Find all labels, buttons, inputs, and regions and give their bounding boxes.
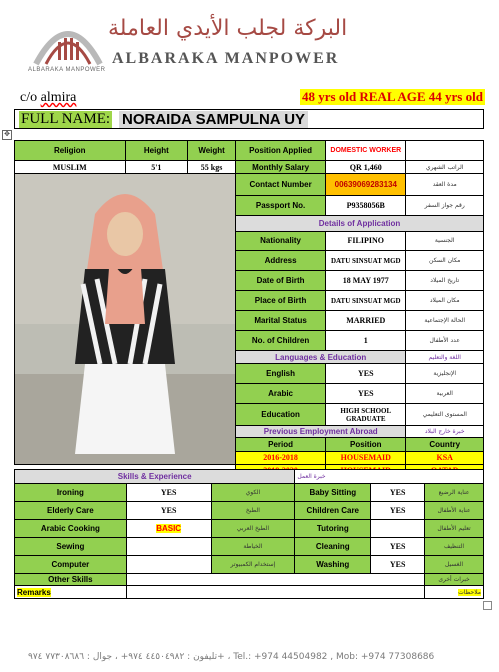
care-of-prefix: c/o bbox=[20, 90, 41, 105]
skill-sewing-ar: الخياطة bbox=[211, 538, 295, 556]
skill-babysitting-ar: عناية الرضيع bbox=[425, 484, 484, 502]
skill-tutoring-label: Tutoring bbox=[295, 520, 371, 538]
dob-label: Date of Birth bbox=[236, 271, 326, 291]
nationality-label: Nationality bbox=[236, 231, 326, 251]
skill-ironing-value: YES bbox=[126, 484, 211, 502]
care-of-line bbox=[20, 90, 76, 106]
skill-tutoring-ar: تعليم الأطفال bbox=[425, 520, 484, 538]
dob-ar: تاريخ الميلاد bbox=[406, 271, 484, 291]
skill-arabic-cooking-value: BASIC bbox=[126, 520, 211, 538]
english-ar: الإنجليزية bbox=[406, 364, 484, 384]
skill-washing-ar: الغسيل bbox=[425, 556, 484, 574]
languages-section-ar: اللغة والتعليم bbox=[406, 350, 484, 363]
employment-section-ar: خبرة خارج البلاد bbox=[406, 426, 484, 438]
nationality-value: FILIPINO bbox=[326, 231, 406, 251]
skill-computer-label: Computer bbox=[15, 556, 127, 574]
address-value: DATU SINSUAT MGD bbox=[326, 251, 406, 271]
education-ar: المستوى التعليمي bbox=[406, 404, 484, 426]
skills-section-title: Skills & Experience bbox=[15, 470, 295, 484]
table-resize-handle-icon[interactable] bbox=[483, 601, 492, 610]
arabic-value: YES bbox=[326, 384, 406, 404]
skill-computer-ar: إستخدام الكمبيوتر bbox=[211, 556, 295, 574]
arabic-ar: العربية bbox=[406, 384, 484, 404]
height-value: 5'1 bbox=[125, 161, 188, 174]
salary-ar: الراتب الشهري bbox=[406, 161, 484, 174]
skill-sewing-value bbox=[126, 538, 211, 556]
marital-value: MARRIED bbox=[326, 311, 406, 331]
religion-header: Religion bbox=[15, 141, 126, 161]
skill-arabic-cooking-label: Arabic Cooking bbox=[15, 520, 127, 538]
skills-section-ar: خبرة العمل bbox=[295, 470, 484, 484]
arabic-company-title: البركة لجلب الأيدي العاملة bbox=[108, 16, 348, 41]
nationality-ar: الجنسية bbox=[406, 231, 484, 251]
footer-contact: تليفون : ٤٤٥٠٤٩٨٢ ٩٧٤+ ، جوال : ٧٧٣٠٨٦٨٦ ٩٧٤+ ، Tel.: +974 44504982 , Mob: +974 77308686 bbox=[28, 652, 435, 662]
position-header: Position Applied bbox=[236, 141, 326, 161]
pob-label: Place of Birth bbox=[236, 291, 326, 311]
salary-value: QR 1,460 bbox=[326, 161, 406, 174]
salary-label: Monthly Salary bbox=[236, 161, 326, 174]
marital-label: Marital Status bbox=[236, 311, 326, 331]
skill-elderly-value: YES bbox=[126, 502, 211, 520]
weight-header: Weight bbox=[188, 141, 236, 161]
emp-position-1: HOUSEMAID bbox=[326, 451, 406, 464]
pob-value: DATU SINSUAT MGD bbox=[326, 291, 406, 311]
religion-value: MUSLIM bbox=[15, 161, 126, 174]
blank-cell bbox=[406, 141, 484, 161]
care-of-name: almira bbox=[40, 90, 77, 105]
dob-value: 18 MAY 1977 bbox=[326, 271, 406, 291]
employment-section-title: Previous Employment Abroad bbox=[236, 426, 406, 438]
arabic-label: Arabic bbox=[236, 384, 326, 404]
skill-washing-label: Washing bbox=[295, 556, 371, 574]
height-header: Height bbox=[125, 141, 188, 161]
english-value: YES bbox=[326, 364, 406, 384]
photo-cell bbox=[15, 174, 236, 465]
skill-cleaning-label: Cleaning bbox=[295, 538, 371, 556]
skill-computer-value bbox=[126, 556, 211, 574]
contact-value: 00639069283134 bbox=[326, 174, 406, 196]
address-ar: مكان السكن bbox=[406, 251, 484, 271]
contact-label: Contact Number bbox=[236, 174, 326, 196]
period-header: Period bbox=[236, 438, 326, 451]
children-value: 1 bbox=[326, 331, 406, 351]
emp-position-header: Position bbox=[326, 438, 406, 451]
education-value: HIGH SCHOOL GRADUATE bbox=[326, 404, 406, 426]
english-label: English bbox=[236, 364, 326, 384]
skill-elderly-label: Elderly Care bbox=[15, 502, 127, 520]
remarks-label-cell bbox=[15, 586, 127, 599]
pob-ar: مكان الميلاد bbox=[406, 291, 484, 311]
skill-washing-value: YES bbox=[371, 556, 425, 574]
remarks-ar-cell bbox=[425, 586, 484, 599]
logo-caption: ALBARAKA MANPOWER bbox=[28, 67, 106, 73]
table-move-handle-icon[interactable]: ✥ bbox=[2, 130, 12, 140]
marital-ar: الحالة الإجتماعية bbox=[406, 311, 484, 331]
age-note: 48 yrs old REAL AGE 44 yrs old bbox=[302, 89, 483, 104]
period-1: 2016-2018 bbox=[236, 451, 326, 464]
education-label: Education bbox=[236, 404, 326, 426]
skill-ironing-ar: الكوي bbox=[211, 484, 295, 502]
remarks-value bbox=[126, 586, 424, 599]
skill-elderly-ar: الطبخ bbox=[211, 502, 295, 520]
skill-babysitting-label: Baby Sitting bbox=[295, 484, 371, 502]
company-logo-icon bbox=[28, 12, 108, 70]
applicant-photo bbox=[15, 174, 235, 464]
languages-section-title: Languages & Education bbox=[236, 350, 406, 363]
other-skills-label: Other Skills bbox=[15, 574, 127, 586]
other-skills-ar: خبرات أخرى bbox=[425, 574, 484, 586]
remarks-ar: ملاحظات bbox=[458, 588, 481, 596]
full-name-row bbox=[14, 109, 484, 129]
country-header: Country bbox=[406, 438, 484, 451]
position-value: DOMESTIC WORKER bbox=[326, 141, 406, 161]
children-label: No. of Children bbox=[236, 331, 326, 351]
skill-childcare-value: YES bbox=[371, 502, 425, 520]
passport-ar: رقم جواز السفر bbox=[406, 196, 484, 216]
skills-table bbox=[14, 469, 484, 599]
skill-babysitting-value: YES bbox=[371, 484, 425, 502]
weight-value: 55 kgs bbox=[188, 161, 236, 174]
contact-ar: مدة العقد bbox=[406, 174, 484, 196]
skill-childcare-label: Children Care bbox=[295, 502, 371, 520]
application-table bbox=[14, 140, 484, 489]
address-label: Address bbox=[236, 251, 326, 271]
skill-cleaning-ar: التنظيف bbox=[425, 538, 484, 556]
skill-arabic-cooking-ar: الطبخ العربي bbox=[211, 520, 295, 538]
company-brand: ALBARAKA MANPOWER bbox=[112, 50, 340, 67]
remarks-label: Remarks bbox=[17, 587, 51, 597]
skill-tutoring-value bbox=[371, 520, 425, 538]
country-1: KSA bbox=[406, 451, 484, 464]
children-ar: عدد الأطفال bbox=[406, 331, 484, 351]
full-name-value: NORAIDA SAMPULNA UY bbox=[119, 111, 308, 128]
skill-cleaning-value: YES bbox=[371, 538, 425, 556]
skill-sewing-label: Sewing bbox=[15, 538, 127, 556]
full-name-label: FULL NAME: bbox=[21, 111, 111, 127]
other-skills-value bbox=[126, 574, 424, 586]
passport-value: P9358056B bbox=[326, 196, 406, 216]
skill-childcare-ar: عناية الأطفال bbox=[425, 502, 484, 520]
skill-ironing-label: Ironing bbox=[15, 484, 127, 502]
details-section-title: Details of Application bbox=[236, 216, 484, 231]
passport-label: Passport No. bbox=[236, 196, 326, 216]
